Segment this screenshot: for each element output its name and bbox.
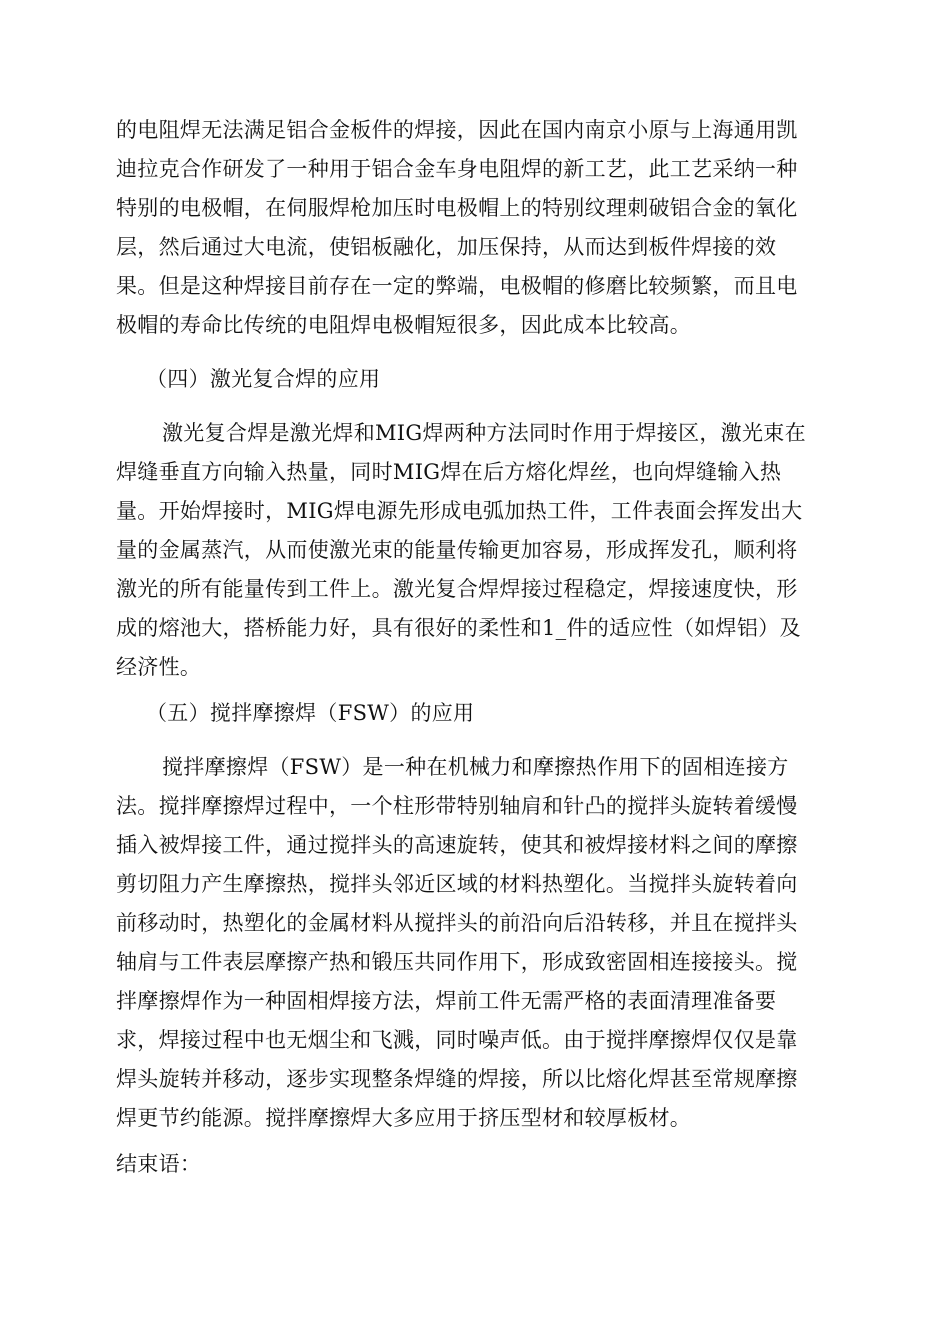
paragraph-3-line-10: 焊更节约能源。搅拌摩擦焊大多应用于挤压型材和较厚板材。 [116, 1106, 692, 1130]
paragraph-1-line-5: 果。但是这种焊接目前存在一定的弊端，电极帽的修磨比较频繁，而且电 [116, 274, 798, 298]
paragraph-2-line-4: 量的金属蒸汽，从而使激光束的能量传输更加容易，形成挥发孔，顺利将 [116, 538, 798, 562]
paragraph-2-line-2: 焊缝垂直方向输入热量，同时MIG焊在后方熔化焊丝，也向焊缝输入热 [116, 460, 782, 484]
closing-heading: 结束语： [116, 1152, 202, 1176]
paragraph-1-line-2: 迪拉克合作研发了一种用于铝合金车身电阻焊的新工艺，此工艺采纳一种 [116, 157, 798, 181]
paragraph-2-line-7: 经济性。 [116, 655, 202, 679]
paragraph-3-line-3: 插入被焊接工件，通过搅拌头的高速旋转，使其和被焊接材料之间的摩擦 [116, 833, 798, 857]
paragraph-3-line-5: 前移动时，热塑化的金属材料从搅拌头的前沿向后沿转移，并且在搅拌头 [116, 911, 798, 935]
paragraph-3-line-8: 求，焊接过程中也无烟尘和飞溅，同时噪声低。由于搅拌摩擦焊仅仅是靠 [116, 1028, 798, 1052]
paragraph-3-line-1: 搅拌摩擦焊（FSW）是一种在机械力和摩擦热作用下的固相连接方 [162, 755, 789, 779]
paragraph-3-line-4: 剪切阻力产生摩擦热，搅拌头邻近区域的材料热塑化。当搅拌头旋转着向 [116, 872, 798, 896]
paragraph-2-line-5: 激光的所有能量传到工件上。激光复合焊焊接过程稳定，焊接速度快，形 [116, 577, 798, 601]
paragraph-3-line-7: 拌摩擦焊作为一种固相焊接方法，焊前工件无需严格的表面清理准备要 [116, 989, 777, 1013]
paragraph-3-line-2: 法。搅拌摩擦焊过程中，一个柱形带特别轴肩和针凸的搅拌头旋转着缓慢 [116, 794, 798, 818]
paragraph-2-line-6: 成的熔池大，搭桥能力好，具有很好的柔性和1_件的适应性（如焊铝）及 [116, 616, 801, 640]
section-heading-4: （四）激光复合焊的应用 [146, 367, 381, 391]
paragraph-3-line-9: 焊头旋转并移动，逐步实现整条焊缝的焊接，所以比熔化焊甚至常规摩擦 [116, 1067, 798, 1091]
paragraph-1-line-4: 层，然后通过大电流，使铝板融化，加压保持，从而达到板件焊接的效 [116, 235, 777, 259]
paragraph-1-line-1: 的电阻焊无法满足铝合金板件的焊接，因此在国内南京小原与上海通用凯 [116, 118, 798, 142]
paragraph-1-line-6: 极帽的寿命比传统的电阻焊电极帽短很多，因此成本比较高。 [116, 313, 692, 337]
paragraph-1-line-3: 特别的电极帽，在伺服焊枪加压时电极帽上的特别纹理刺破铝合金的氧化 [116, 196, 798, 220]
paragraph-2-line-3: 量。开始焊接时，MIG焊电源先形成电弧加热工件，工件表面会挥发出大 [116, 499, 803, 523]
section-heading-5: （五）搅拌摩擦焊（FSW）的应用 [146, 701, 475, 725]
paragraph-3-line-6: 轴肩与工件表层摩擦产热和锻压共同作用下，形成致密固相连接接头。搅 [116, 950, 798, 974]
paragraph-2-line-1: 激光复合焊是激光焊和MIG焊两种方法同时作用于焊接区，激光束在 [162, 421, 806, 445]
